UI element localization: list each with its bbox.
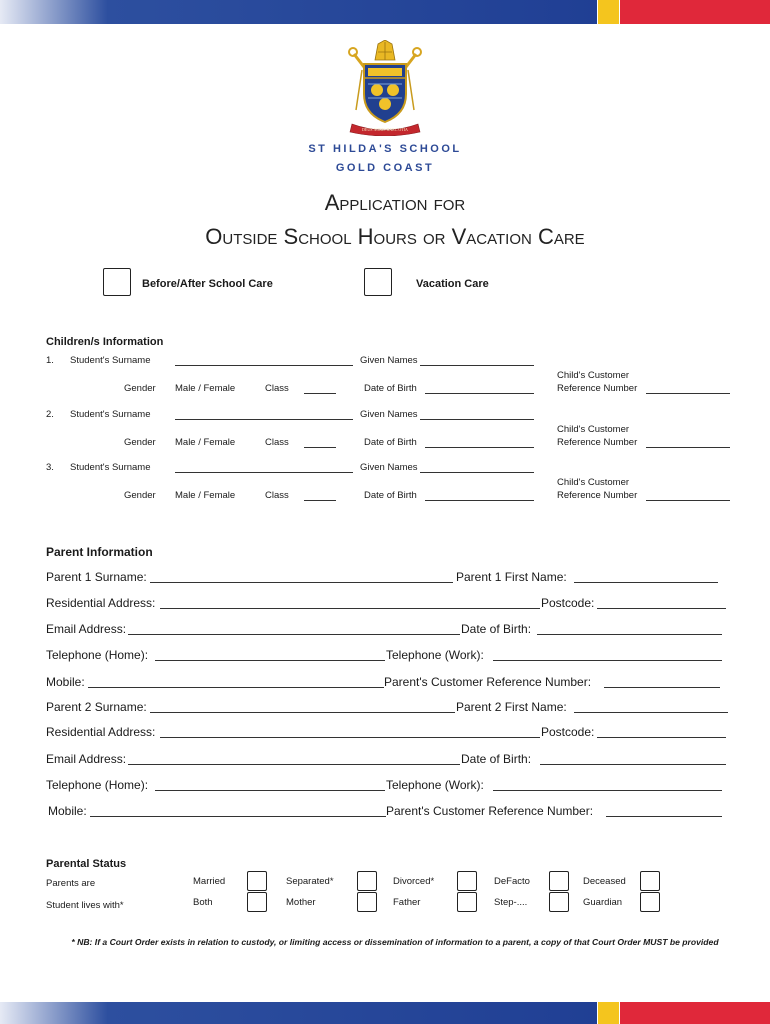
child2-gender-value[interactable]: Male / Female <box>175 437 236 448</box>
lives-with-option-label: Both <box>193 897 213 908</box>
child1-surname-field[interactable] <box>175 365 353 366</box>
parent2-tel-work-field[interactable] <box>493 790 722 791</box>
parent2-dob-field[interactable] <box>540 764 726 765</box>
parent2-address-label: Residential Address: <box>46 725 156 739</box>
court-order-footnote: * NB: If a Court Order exists in relation to custody, or limiting access or dissemination of information to a parent, a copy of that Court Order MUST be provided <box>71 937 719 947</box>
child1-given-names-label: Given Names <box>360 355 418 366</box>
parent1-first-name-field[interactable] <box>574 582 718 583</box>
parent1-dob-field[interactable] <box>537 634 722 635</box>
parent2-address-field[interactable] <box>160 737 540 738</box>
parent1-postcode-label: Postcode: <box>541 596 595 610</box>
parent1-first-name-label: Parent 1 First Name: <box>456 570 567 584</box>
parental-status-heading: Parental Status <box>46 858 127 870</box>
parent2-surname-field[interactable] <box>150 712 455 713</box>
child3-crn-label-line1: Child's Customer <box>557 477 630 488</box>
child2-number: 2. <box>46 409 54 420</box>
parent2-first-name-label: Parent 2 First Name: <box>456 700 567 714</box>
child2-crn-label-line1: Child's Customer <box>557 424 630 435</box>
parent1-email-label: Email Address: <box>46 622 127 636</box>
lives-with-option-label: Mother <box>286 897 316 908</box>
student-lives-with-label: Student lives with* <box>46 900 124 911</box>
child3-gender-label: Gender <box>124 490 156 501</box>
parents-are-option-checkbox[interactable] <box>357 871 377 891</box>
parents-are-option-checkbox[interactable] <box>640 871 660 891</box>
child3-class-label: Class <box>265 490 289 501</box>
child3-number: 3. <box>46 462 54 473</box>
child1-gender-value[interactable]: Male / Female <box>175 383 236 394</box>
parent1-crn-label: Parent's Customer Reference Number: <box>384 675 592 689</box>
parent2-email-field[interactable] <box>128 764 460 765</box>
parent2-postcode-field[interactable] <box>597 737 726 738</box>
lives-with-option-checkbox[interactable] <box>247 892 267 912</box>
child2-class-field[interactable] <box>304 447 336 448</box>
child3-given-names-field[interactable] <box>420 472 534 473</box>
parent2-crn-label: Parent's Customer Reference Number: <box>386 804 594 818</box>
parent1-postcode-field[interactable] <box>597 608 726 609</box>
parents-are-option-label: Divorced* <box>393 876 435 887</box>
child1-class-label: Class <box>265 383 289 394</box>
parent2-crn-field[interactable] <box>606 816 722 817</box>
children-section-heading: Children/s Information <box>46 336 164 348</box>
parent1-tel-home-field[interactable] <box>155 660 385 661</box>
top-color-band <box>0 0 770 24</box>
parents-are-label: Parents are <box>46 878 96 889</box>
bottom-color-band <box>0 1002 770 1024</box>
child3-crn-field[interactable] <box>646 500 730 501</box>
parent1-email-field[interactable] <box>128 634 460 635</box>
child3-class-field[interactable] <box>304 500 336 501</box>
svg-text:DEUS NOBIS HAEC OTIA: DEUS NOBIS HAEC OTIA <box>362 127 408 132</box>
parent2-tel-home-field[interactable] <box>155 790 385 791</box>
parent1-mobile-field[interactable] <box>88 687 384 688</box>
child3-dob-label: Date of Birth <box>364 490 417 501</box>
lives-with-option-checkbox[interactable] <box>457 892 477 912</box>
child1-surname-label: Student's Surname <box>70 355 151 366</box>
child2-given-names-field[interactable] <box>420 419 534 420</box>
child2-dob-label: Date of Birth <box>364 437 417 448</box>
parent2-postcode-label: Postcode: <box>541 725 595 739</box>
before-after-care-label: Before/After School Care <box>142 278 273 290</box>
parents-are-option-checkbox[interactable] <box>549 871 569 891</box>
parent2-dob-label: Date of Birth: <box>461 752 532 766</box>
lives-with-option-label: Father <box>393 897 421 908</box>
child2-dob-field[interactable] <box>425 447 534 448</box>
parents-are-option-checkbox[interactable] <box>457 871 477 891</box>
lives-with-option-label: Step-.... <box>494 897 528 908</box>
parent1-mobile-label: Mobile: <box>46 675 85 689</box>
parents-are-option-checkbox[interactable] <box>247 871 267 891</box>
child2-given-names-label: Given Names <box>360 409 418 420</box>
parent2-mobile-field[interactable] <box>90 816 386 817</box>
child1-dob-field[interactable] <box>425 393 534 394</box>
parent2-tel-work-label: Telephone (Work): <box>386 778 484 792</box>
parent2-tel-home-label: Telephone (Home): <box>46 778 149 792</box>
child1-crn-label-line1: Child's Customer <box>557 370 630 381</box>
before-after-care-checkbox[interactable] <box>103 268 131 296</box>
child1-crn-label-line2: Reference Number <box>557 383 638 394</box>
child1-dob-label: Date of Birth <box>364 383 417 394</box>
parent1-address-field[interactable] <box>160 608 540 609</box>
child2-crn-field[interactable] <box>646 447 730 448</box>
form-title-line1: Application for <box>324 190 466 215</box>
child2-crn-label-line2: Reference Number <box>557 437 638 448</box>
child2-surname-field[interactable] <box>175 419 353 420</box>
child3-crn-label-line2: Reference Number <box>557 490 638 501</box>
parent1-tel-home-label: Telephone (Home): <box>46 648 149 662</box>
school-crest-logo <box>340 40 430 136</box>
child2-class-label: Class <box>265 437 289 448</box>
parents-are-option-label: DeFacto <box>494 876 530 887</box>
parent1-address-label: Residential Address: <box>46 596 156 610</box>
child3-surname-field[interactable] <box>175 472 353 473</box>
parent1-tel-work-label: Telephone (Work): <box>386 648 484 662</box>
child1-number: 1. <box>46 355 54 366</box>
parent2-first-name-field[interactable] <box>574 712 728 713</box>
parents-are-option-label: Married <box>193 876 226 887</box>
child2-surname-label: Student's Surname <box>70 409 151 420</box>
lives-with-option-checkbox[interactable] <box>640 892 660 912</box>
child3-given-names-label: Given Names <box>360 462 418 473</box>
parent2-surname-label: Parent 2 Surname: <box>46 700 147 714</box>
form-title-line2: Outside School Hours or Vacation Care <box>205 224 585 249</box>
child1-gender-label: Gender <box>124 383 156 394</box>
parent1-dob-label: Date of Birth: <box>461 622 532 636</box>
child3-gender-value[interactable]: Male / Female <box>175 490 236 501</box>
child1-crn-field[interactable] <box>646 393 730 394</box>
lives-with-option-label: Guardian <box>583 897 623 908</box>
school-name-line2: GOLD COAST <box>335 162 435 174</box>
parent1-surname-field[interactable] <box>150 582 453 583</box>
lives-with-option-checkbox[interactable] <box>549 892 569 912</box>
school-name-line1: ST HILDA'S SCHOOL <box>308 143 462 155</box>
parents-are-option-label: Separated* <box>286 876 334 887</box>
parent1-crn-field[interactable] <box>604 687 720 688</box>
child2-gender-label: Gender <box>124 437 156 448</box>
lives-with-option-checkbox[interactable] <box>357 892 377 912</box>
child1-given-names-field[interactable] <box>420 365 534 366</box>
parent2-email-label: Email Address: <box>46 752 127 766</box>
child1-class-field[interactable] <box>304 393 336 394</box>
parent1-surname-label: Parent 1 Surname: <box>46 570 147 584</box>
vacation-care-label: Vacation Care <box>416 278 489 290</box>
parent2-mobile-label: Mobile: <box>48 804 87 818</box>
parent1-tel-work-field[interactable] <box>493 660 722 661</box>
parent-section-heading: Parent Information <box>46 545 153 559</box>
child3-dob-field[interactable] <box>425 500 534 501</box>
vacation-care-checkbox[interactable] <box>364 268 392 296</box>
child3-surname-label: Student's Surname <box>70 462 151 473</box>
parents-are-option-label: Deceased <box>583 876 626 887</box>
